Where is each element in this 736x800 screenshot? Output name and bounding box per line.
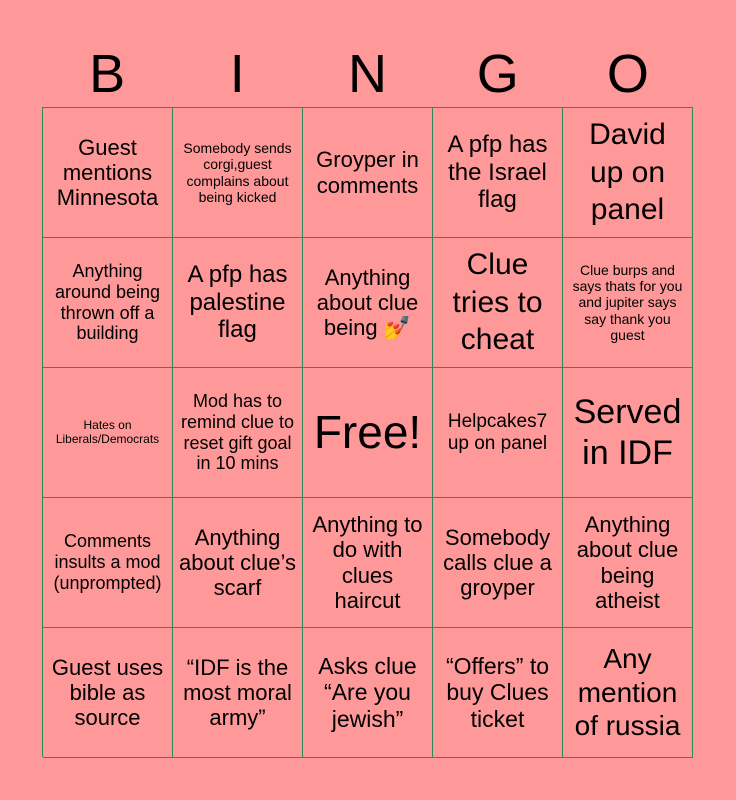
bingo-square[interactable]: Guest mentions Minnesota xyxy=(43,108,173,238)
bingo-square[interactable]: Mod has to remind clue to reset gift goal in 10 mins xyxy=(173,368,303,498)
bingo-square[interactable]: Hates on Liberals/Democrats xyxy=(43,368,173,498)
bingo-square[interactable]: Groyper in comments xyxy=(303,108,433,238)
header-letter-o: O xyxy=(606,44,649,104)
header-letter-g: G xyxy=(476,44,519,104)
bingo-square[interactable]: A pfp has palestine flag xyxy=(173,238,303,368)
bingo-square[interactable]: “Offers” to buy Clues ticket xyxy=(433,628,563,758)
bingo-square[interactable]: David up on panel xyxy=(563,108,693,238)
bingo-square[interactable]: Any mention of russia xyxy=(563,628,693,758)
bingo-square[interactable]: Anything about clue being atheist xyxy=(563,498,693,628)
free-square[interactable]: Free! xyxy=(303,368,433,498)
bingo-square[interactable]: Anything about clue’s scarf xyxy=(173,498,303,628)
bingo-square[interactable]: A pfp has the Israel flag xyxy=(433,108,563,238)
bingo-square[interactable]: “IDF is the most moral army” xyxy=(173,628,303,758)
header-letter-n: N xyxy=(347,44,387,104)
bingo-square[interactable]: Anything around being thrown off a building xyxy=(43,238,173,368)
bingo-square[interactable]: Comments insults a mod (unprompted) xyxy=(43,498,173,628)
bingo-header xyxy=(42,44,693,104)
bingo-square[interactable]: Clue burps and says thats for you and jupiter says say thank you guest xyxy=(563,238,693,368)
bingo-square[interactable]: Served in IDF xyxy=(563,368,693,498)
bingo-square[interactable]: Helpcakes7 up on panel xyxy=(433,368,563,498)
bingo-square[interactable]: Asks clue “Are you jewish” xyxy=(303,628,433,758)
bingo-square[interactable]: Anything to do with clues haircut xyxy=(303,498,433,628)
bingo-square[interactable]: Guest uses bible as source xyxy=(43,628,173,758)
bingo-square[interactable]: Somebody sends corgi,guest complains about being kicked xyxy=(173,108,303,238)
bingo-square[interactable]: Somebody calls clue a groyper xyxy=(433,498,563,628)
bingo-square[interactable]: Anything about clue being 💅 xyxy=(303,238,433,368)
header-letter-b: B xyxy=(89,44,126,104)
bingo-square[interactable]: Clue tries to cheat xyxy=(433,238,563,368)
bingo-grid xyxy=(42,107,693,757)
header-letter-i: I xyxy=(229,44,245,104)
